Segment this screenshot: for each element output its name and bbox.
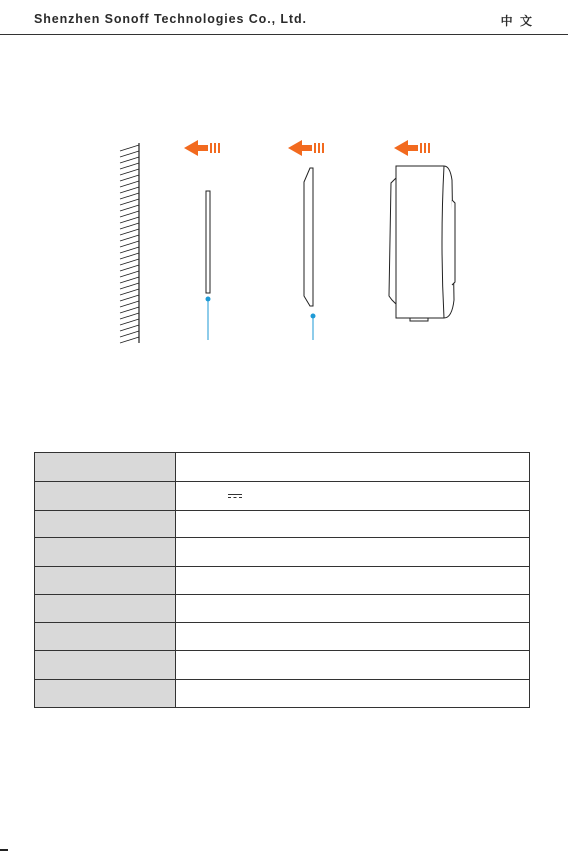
arrow-left-icon [394, 140, 430, 156]
spec-label [35, 482, 176, 511]
spec-label [35, 680, 176, 708]
table-row [35, 453, 530, 482]
table-row [35, 482, 530, 511]
spec-value [176, 595, 530, 623]
spec-value [176, 538, 530, 567]
table-row [35, 680, 530, 708]
spec-label [35, 511, 176, 538]
dc-current-icon [228, 494, 242, 498]
wall-hatching [120, 143, 139, 343]
arrow-left-icon [184, 140, 220, 156]
spec-label [35, 567, 176, 595]
spec-label [35, 538, 176, 567]
table-row [35, 538, 530, 567]
spec-value [176, 511, 530, 538]
spec-value [176, 567, 530, 595]
spec-label [35, 453, 176, 482]
spec-table [34, 452, 530, 708]
spec-value [176, 453, 530, 482]
spec-value [176, 651, 530, 680]
language-switch[interactable]: 中 文 [500, 14, 534, 28]
spec-label [35, 651, 176, 680]
device-body [389, 166, 455, 321]
spec-value [176, 680, 530, 708]
table-row [35, 595, 530, 623]
arrow-left-icon [288, 140, 324, 156]
table-row [35, 511, 530, 538]
spec-value [176, 482, 530, 511]
mounting-plate [206, 191, 211, 340]
base-bracket [304, 168, 316, 340]
spec-value [176, 623, 530, 651]
table-row [35, 651, 530, 680]
spec-label [35, 623, 176, 651]
table-row [35, 567, 530, 595]
company-name: Shenzhen Sonoff Technologies Co., Ltd. [34, 12, 307, 26]
table-row [35, 623, 530, 651]
spec-label [35, 595, 176, 623]
